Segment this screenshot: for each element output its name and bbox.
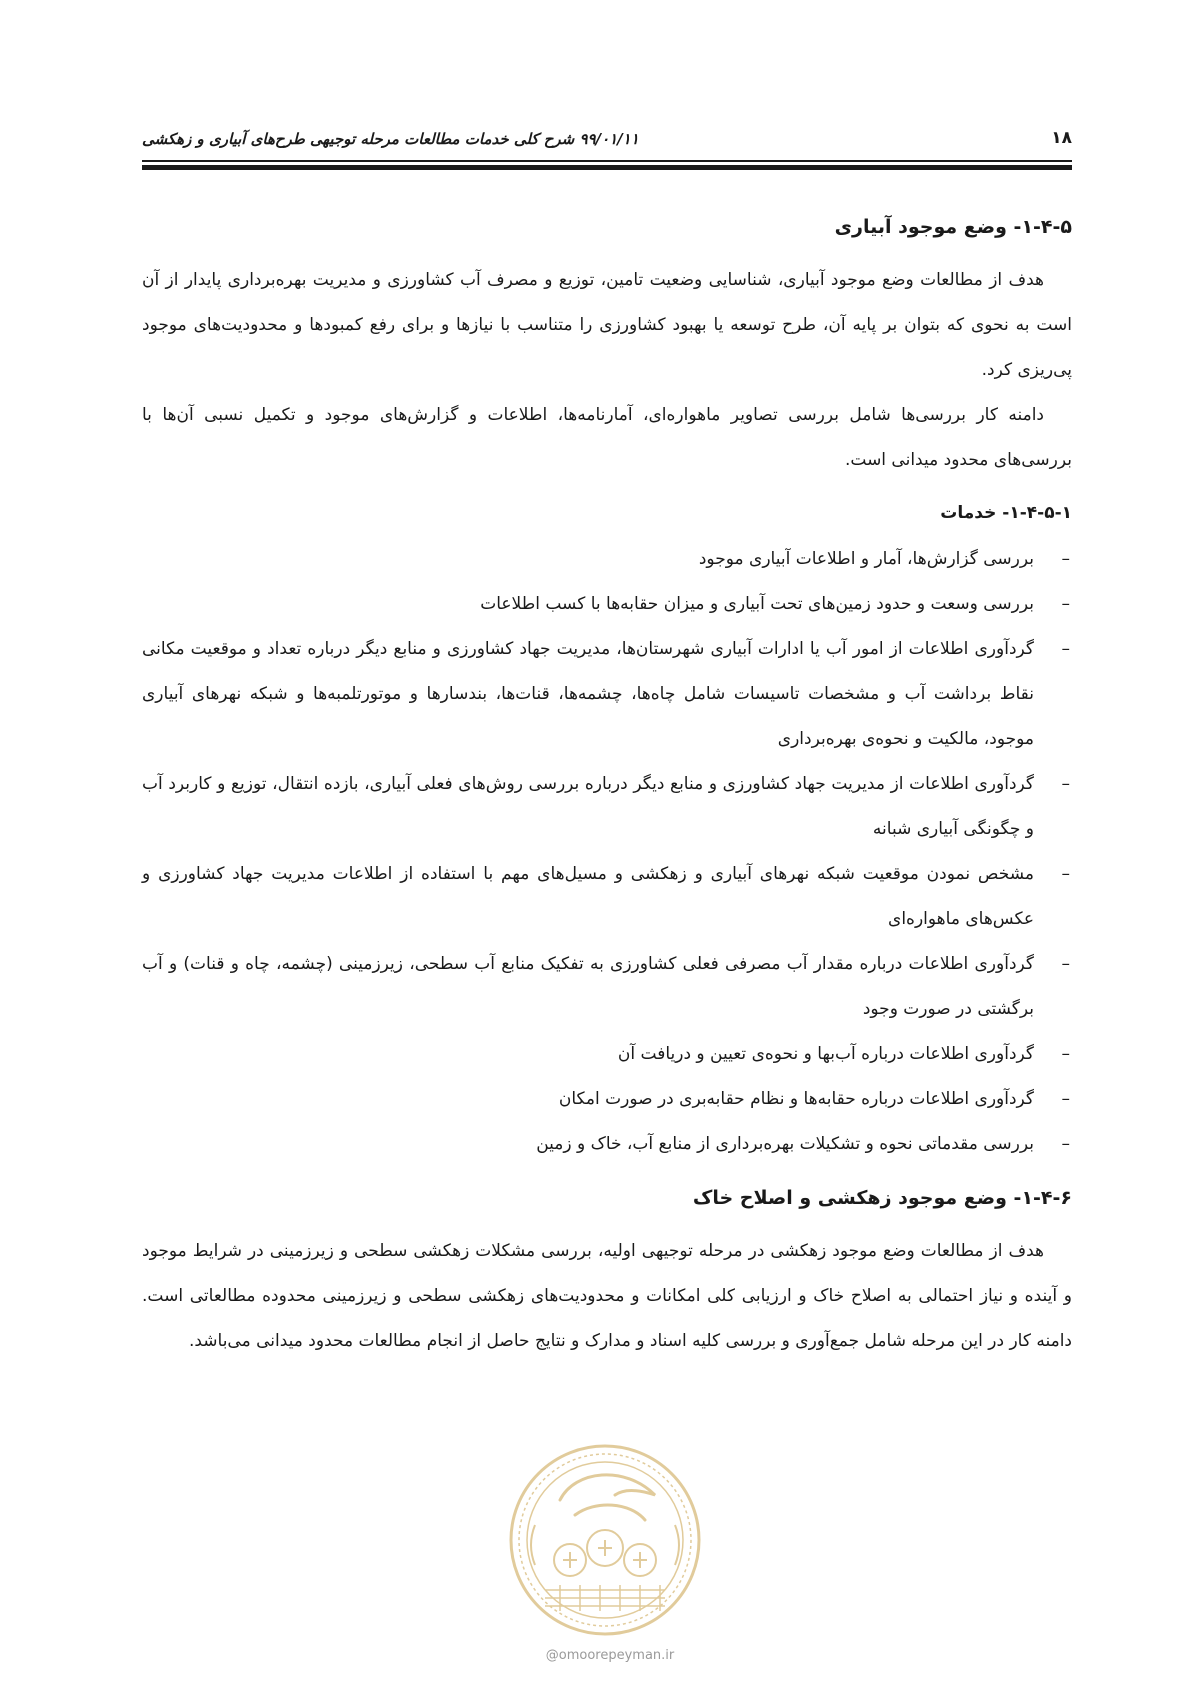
bullet-dash: – (1061, 774, 1070, 794)
list-item-text: گردآوری اطلاعات درباره مقدار آب مصرفی فعلی کشاورزی به تفکیک منابع آب سطحی، زیرزمینی (چشمه، چاه و قنات) و آب برگشتی در صورت وجود (142, 954, 1034, 1019)
subsection-heading-services: ۱-۴-۵-۱- خدمات (940, 503, 1072, 523)
paragraph: هدف از مطالعات وضع موجود زهکشی در مرحله توجیهی اولیه، بررسی مشکلات زهکشی سطحی و زیرزمینی در شرایط موجود و آینده و نیاز احتمالی به اصلاح خاک و ارزیابی کلی امکانات و محدودیت‌های زهکشی سطحی و زیرزمینی محدوده مطالعاتی است. دامنه کار در این مرحله شامل جمع‌آوری و بررسی کلیه اسناد و مدارک و نتایج حاصل از انجام مطالعات محدود میدانی می‌باشد. (142, 1241, 1072, 1351)
bullet-dash: – (1061, 639, 1070, 659)
paragraph: دامنه کار بررسی‌ها شامل بررسی تصاویر ماهواره‌ای، آمارنامه‌ها، اطلاعات و گزارش‌های موجود و تکمیل نسبی آن‌ها با بررسی‌های محدود میدانی است. (142, 405, 1072, 470)
bullet-dash: – (1061, 864, 1070, 884)
bullet-dash: – (1061, 594, 1070, 614)
seal-logo-icon (505, 1440, 705, 1640)
list-item (142, 852, 1070, 942)
running-title: ۹۹/۰۱/۱۱ شرح کلی خدمات مطالعات مرحله توجیهی طرح‌های آبیاری و زهکشی (142, 130, 639, 148)
page-number: ۱۸ (1051, 128, 1072, 148)
bullet-dash: – (1061, 1044, 1070, 1064)
services-list (142, 537, 1072, 1167)
list-item (142, 537, 1070, 582)
list-item-text: گردآوری اطلاعات از امور آب یا ادارات آبیاری شهرستان‌ها، مدیریت جهاد کشاورزی و منابع دیگر درباره تعداد و موقعیت مکانی نقاط برداشت آب و مشخصات تاسیسات شامل چاه‌ها، چشمه‌ها، قنات‌ها، بندسارها و موتورتلمبه‌ها و شبکه نهرهای آبیاری موجود، مالکیت و نحوه‌ی بهره‌برداری (142, 639, 1034, 749)
list-item (142, 1077, 1070, 1122)
bullet-dash: – (1061, 954, 1070, 974)
paragraph: هدف از مطالعات وضع موجود آبیاری، شناسایی وضعیت تامین، توزیع و مصرف آب کشاورزی و مدیریت بهره‌برداری پایدار از آن است به نحوی که بتوان بر پایه آن، طرح توسعه یا بهبود کشاورزی را متناسب با نیازها و برای رفع کمبودها و محدودیت‌های موجود پی‌ریزی کرد. (142, 270, 1072, 380)
section-heading-drainage: ۱-۴-۶- وضع موجود زهکشی و اصلاح خاک (692, 1187, 1072, 1209)
header-rule-thick (142, 165, 1072, 170)
list-item-text: بررسی گزارش‌ها، آمار و اطلاعات آبیاری موجود (698, 549, 1034, 569)
list-item-text: بررسی مقدماتی نحوه و تشکیلات بهره‌برداری از منابع آب، خاک و زمین (536, 1134, 1034, 1154)
page-header (142, 124, 1072, 160)
page-content (142, 210, 1072, 1364)
bullet-dash: – (1061, 549, 1070, 569)
list-item-text: گردآوری اطلاعات درباره حقابه‌ها و نظام حقابه‌بری در صورت امکان (558, 1089, 1034, 1109)
list-item (142, 1122, 1070, 1167)
list-item-text: مشخص نمودن موقعیت شبکه نهرهای آبیاری و زهکشی و مسیل‌های مهم با استفاده از اطلاعات مدیریت جهاد کشاورزی و عکس‌های ماهواره‌ای (142, 864, 1034, 929)
header-rule-thin (142, 160, 1072, 162)
list-item (142, 762, 1070, 852)
list-item (142, 942, 1070, 1032)
list-item-text: گردآوری اطلاعات از مدیریت جهاد کشاورزی و منابع دیگر درباره بررسی روش‌های فعلی آبیاری، بازده انتقال، توزیع و کاربرد آب و چگونگی آبیاری شبانه (142, 774, 1034, 839)
watermark-text: @omoorepeyman.ir (545, 1648, 675, 1663)
section-heading-irrigation: ۱-۴-۵- وضع موجود آبیاری (834, 216, 1072, 238)
list-item (142, 627, 1070, 762)
list-item-text: گردآوری اطلاعات درباره آب‌بها و نحوه‌ی تعیین و دریافت آن (617, 1044, 1034, 1064)
list-item (142, 1032, 1070, 1077)
list-item-text: بررسی وسعت و حدود زمین‌های تحت آبیاری و میزان حقابه‌ها با کسب اطلاعات (480, 594, 1034, 614)
bullet-dash: – (1061, 1134, 1070, 1154)
list-item (142, 582, 1070, 627)
bullet-dash: – (1061, 1089, 1070, 1109)
